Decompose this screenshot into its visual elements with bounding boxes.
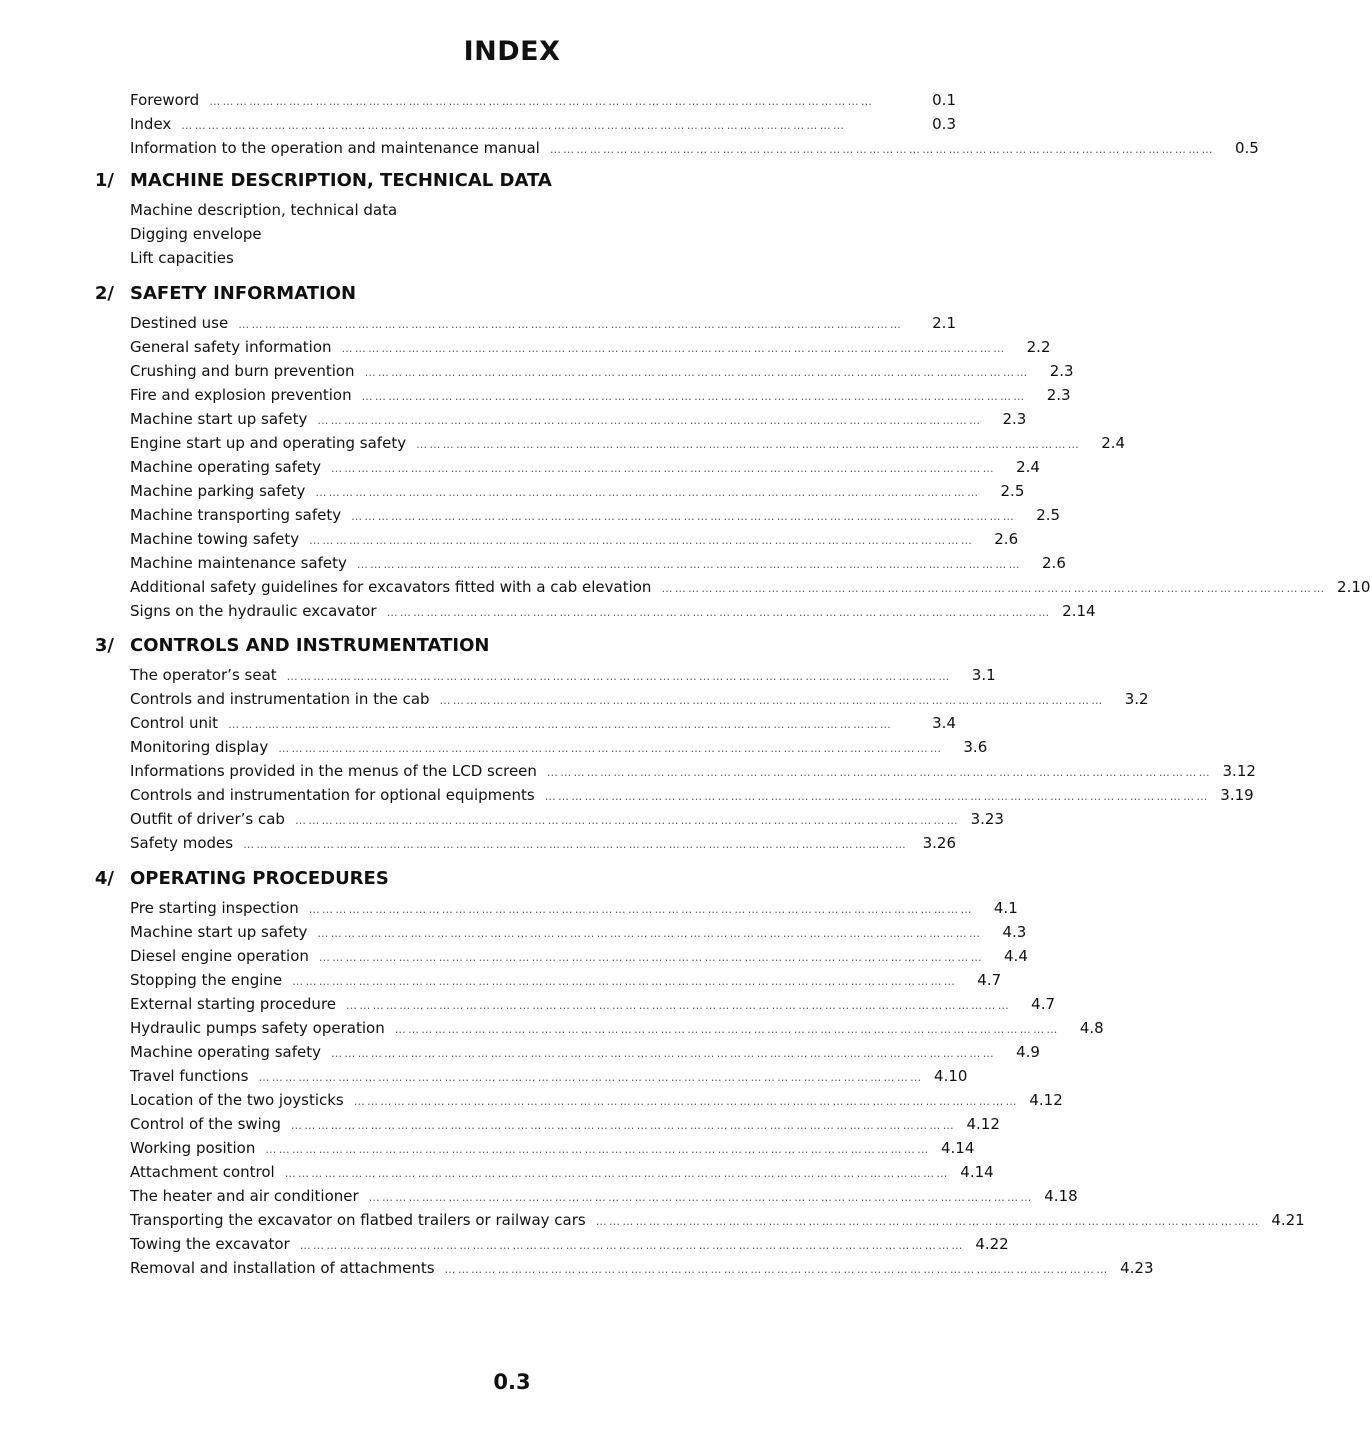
leader-dots: …………………………………………………………………………………………………………………………………… [416,438,1082,451]
toc-entry-label: Machine towing safety [130,530,300,548]
leader-dots: …………………………………………………………………………………………………………………………………… [549,143,1215,156]
toc-entry[interactable] [0,711,1024,735]
leader-dots: …………………………………………………………………………………………………………………………………… [341,342,1007,355]
section-title: OPERATING PROCEDURES [130,868,389,889]
leader-dots: …………………………………………………………………………………………………………………………………… [661,582,1327,595]
page-title: INDEX [463,36,561,67]
toc-entry-label: Machine start up safety [130,410,308,428]
section-number: 1/ [94,170,114,191]
leader-dots: …………………………………………………………………………………………………………………………………… [546,766,1212,779]
toc-entry-page: 3.2 [1124,690,1149,708]
toc-entry[interactable] [0,407,1027,431]
toc-entry[interactable] [0,1208,1305,1232]
leader-dots: …………………………………………………………………………………………………………………………………… [292,975,958,988]
toc-entry-page: 4.1 [993,899,1018,917]
toc-entry[interactable] [0,920,1027,944]
toc-entry-label: Fire and explosion prevention [130,386,352,404]
toc-subentry[interactable]: Lift capacities [130,249,234,267]
toc-entry[interactable] [0,1088,1063,1112]
toc-entry-page: 2.1 [932,314,956,332]
toc-entry[interactable] [0,1112,1024,1136]
toc-entry-label: Engine start up and operating safety [130,434,407,452]
toc-entry-label: Removal and installation of attachments [130,1259,435,1277]
toc-section [0,635,1256,855]
toc-entry-label: Machine transporting safety [130,506,342,524]
toc-entry-page: 4.9 [1016,1043,1040,1061]
section-heading[interactable] [0,283,1024,311]
toc-entry[interactable] [0,112,1024,136]
toc-entry-label: The operator’s seat [130,666,277,684]
toc-entry-page: 0.3 [932,115,956,133]
toc-entry-page: 2.3 [1046,386,1071,404]
toc-entry-page: 2.4 [1016,458,1040,476]
toc-entry-label: Index [130,115,172,133]
toc-entry-page: 2.2 [1026,338,1051,356]
toc-entry-label: Signs on the hydraulic excavator [130,602,377,620]
toc-entry-label: Controls and instrumentation for optional equipments [130,786,535,804]
leader-dots: …………………………………………………………………………………………………………………………………… [444,1263,1110,1276]
toc-entry-page: 2.4 [1101,434,1126,452]
toc-entry[interactable] [0,687,1149,711]
toc-entry-label: Control of the swing [130,1115,281,1133]
leader-dots: …………………………………………………………………………………………………………………………………… [330,1047,996,1060]
toc-entry[interactable] [0,759,1256,783]
toc-entry-page: 3.6 [963,738,988,756]
section-title: SAFETY INFORMATION [130,283,357,304]
toc-entry[interactable] [0,527,1024,551]
toc-section [0,868,1305,1280]
leader-dots: …………………………………………………………………………………………………………………………………… [368,1191,1034,1204]
toc-entry[interactable] [0,503,1061,527]
toc-entry-page: 4.4 [1004,947,1028,965]
toc-entry-label: Diesel engine operation [130,947,309,965]
leader-dots: …………………………………………………………………………………………………………………………………… [544,790,1210,803]
toc-entry-label: Travel functions [130,1067,249,1085]
toc-entry-page: 3.19 [1220,786,1254,804]
toc-entry[interactable] [0,335,1051,359]
leader-dots: …………………………………………………………………………………………………………………………………… [317,927,983,940]
toc-entry[interactable] [0,311,1024,335]
toc-entry-label: Foreword [130,91,200,109]
toc-entry[interactable] [0,1064,1024,1088]
toc-entry[interactable] [0,1184,1078,1208]
toc-entry[interactable] [0,944,1028,968]
toc-entry[interactable] [0,383,1071,407]
toc-entry-page: 0.5 [1234,139,1259,157]
toc-entry[interactable] [0,1232,1024,1256]
toc-entry[interactable] [0,599,1096,623]
toc-entry-page: 2.6 [1042,554,1066,572]
toc-subentry[interactable]: Digging envelope [130,225,262,243]
toc-entry-label: Destined use [130,314,229,332]
leader-dots: …………………………………………………………………………………………………………………………………… [351,510,1017,523]
toc-entry[interactable] [0,551,1066,575]
toc-entry-page: 2.14 [1062,602,1096,620]
toc-entry-page: 2.5 [1036,506,1061,524]
toc-entry-label: Stopping the engine [130,971,283,989]
section-number: 3/ [94,635,114,656]
toc-entry-label: Hydraulic pumps safety operation [130,1019,385,1037]
toc-entry-page: 4.12 [1029,1091,1063,1109]
toc-entry-page: 2.5 [1000,482,1025,500]
toc-entry-page: 4.10 [934,1067,968,1085]
toc-entry-page: 0.1 [932,91,956,109]
toc-entry-page: 4.14 [940,1139,975,1157]
leader-dots: …………………………………………………………………………………………………………………………………… [318,951,984,964]
leader-dots: …………………………………………………………………………………………………………………………………… [386,606,1052,619]
toc-entry-label: Control unit [130,714,219,732]
toc-entry[interactable] [0,831,1024,855]
leader-dots: …………………………………………………………………………………………………………………………………… [315,486,981,499]
leader-dots: …………………………………………………………………………………………………………………………………… [238,318,904,331]
toc-entry[interactable] [0,455,1040,479]
toc-entry[interactable] [0,735,1024,759]
leader-dots: …………………………………………………………………………………………………………………………………… [284,1167,950,1180]
toc-entry[interactable] [0,1256,1154,1280]
toc-entry-label: Attachment control [130,1163,275,1181]
toc-entry-page: 3.12 [1222,762,1256,780]
toc-entry-label: Crushing and burn prevention [130,362,355,380]
toc-entry-page: 2.6 [994,530,1019,548]
leader-dots: …………………………………………………………………………………………………………………………………… [317,414,983,427]
toc-entry-label: Safety modes [130,834,234,852]
section-heading[interactable] [0,868,1024,896]
leader-dots: …………………………………………………………………………………………………………………………………… [394,1023,1060,1036]
section-number: 2/ [94,283,114,304]
page-number: 0.3 [493,1370,531,1394]
leader-dots: …………………………………………………………………………………………………………………………………… [286,670,952,683]
toc-entry[interactable] [0,359,1074,383]
leader-dots: …………………………………………………………………………………………………………………………………… [265,1143,931,1156]
toc-entry-label: Outfit of driver’s cab [130,810,285,828]
toc-entry[interactable] [0,992,1056,1016]
toc-entry[interactable] [0,431,1126,455]
toc-entry[interactable] [0,88,1024,112]
toc-entry-page: 4.22 [975,1235,1009,1253]
toc-entry-page: 4.7 [1031,995,1056,1013]
toc-entry-page: 4.23 [1120,1259,1154,1277]
leader-dots: …………………………………………………………………………………………………………………………………… [439,694,1105,707]
leader-dots: …………………………………………………………………………………………………………………………………… [595,1215,1261,1228]
toc-entry[interactable] [0,1160,1024,1184]
toc-entry-label: Towing the excavator [130,1235,290,1253]
toc-entry-label: Additional safety guidelines for excavators fitted with a cab elevation [130,578,652,596]
leader-dots: …………………………………………………………………………………………………………………………………… [290,1119,956,1132]
toc-entry-page: 2.10 [1337,578,1370,596]
toc-entry-label: The heater and air conditioner [130,1187,359,1205]
toc-entry-label: Machine parking safety [130,482,306,500]
toc-entry[interactable] [0,1136,1024,1160]
leader-dots: …………………………………………………………………………………………………………………………………… [228,718,894,731]
toc-entry-label: Machine operating safety [130,458,321,476]
leader-dots: …………………………………………………………………………………………………………………………………… [209,95,875,108]
toc-entry-label: External starting procedure [130,995,337,1013]
leader-dots: …………………………………………………………………………………………………………………………………… [258,1071,924,1084]
toc-entry[interactable] [0,479,1024,503]
top-entries [0,88,1259,160]
leader-dots: …………………………………………………………………………………………………………………………………… [364,366,1030,379]
leader-dots: …………………………………………………………………………………………………………………………………… [308,903,974,916]
toc-entry-label: Location of the two joysticks [130,1091,344,1109]
toc-entry[interactable] [0,968,1024,992]
section-number: 4/ [94,868,114,889]
leader-dots: …………………………………………………………………………………………………………………………………… [356,558,1022,571]
toc-entry-page: 3.26 [922,834,956,852]
toc-entry-page: 4.14 [960,1163,994,1181]
toc-entry[interactable] [0,575,1370,599]
toc-entry-page: 3.1 [971,666,996,684]
section-heading[interactable] [0,170,1024,198]
leader-dots: …………………………………………………………………………………………………………………………………… [309,534,975,547]
toc-entry[interactable] [0,136,1259,160]
leader-dots: …………………………………………………………………………………………………………………………………… [181,119,847,132]
toc-entry[interactable] [0,1016,1104,1040]
leader-dots: …………………………………………………………………………………………………………………………………… [346,999,1012,1012]
toc-entry[interactable] [0,1040,1040,1064]
toc-entry-label: Pre starting inspection [130,899,299,917]
toc-entry[interactable] [0,807,1024,831]
leader-dots: …………………………………………………………………………………………………………………………………… [330,462,996,475]
leader-dots: …………………………………………………………………………………………………………………………………… [353,1095,1019,1108]
toc-entry-page: 3.23 [970,810,1004,828]
toc-entry-page: 4.3 [1002,923,1027,941]
toc-entry[interactable] [0,663,1024,687]
toc-entry-label: Transporting the excavator on flatbed trailers or railway cars [130,1211,586,1229]
toc-entry-label: Controls and instrumentation in the cab [130,690,430,708]
toc-entry-page: 4.18 [1044,1187,1078,1205]
section-heading[interactable] [0,635,1024,663]
toc-entry-label: Machine maintenance safety [130,554,347,572]
toc-entry-label: Information to the operation and maintenance manual [130,139,540,157]
leader-dots: …………………………………………………………………………………………………………………………………… [299,1239,965,1252]
leader-dots: …………………………………………………………………………………………………………………………………… [294,814,960,827]
leader-dots: …………………………………………………………………………………………………………………………………… [243,838,909,851]
toc-entry-page: 3.4 [932,714,956,732]
toc-entry[interactable] [0,783,1254,807]
toc-entry-page: 2.3 [1002,410,1027,428]
toc-entry-page: 2.3 [1049,362,1074,380]
section-title: MACHINE DESCRIPTION, TECHNICAL DATA [130,170,552,191]
toc-entry-page: 4.8 [1079,1019,1104,1037]
toc-entry-label: Working position [130,1139,256,1157]
toc-entry-label: Informations provided in the menus of the LCD screen [130,762,537,780]
toc-section [0,283,1370,623]
toc-entry-page: 4.7 [977,971,1002,989]
toc-entry-label: Machine operating safety [130,1043,321,1061]
toc-entry-label: General safety information [130,338,332,356]
toc-entry[interactable] [0,896,1024,920]
toc-entry-page: 4.12 [966,1115,1000,1133]
toc-subentry[interactable]: Machine description, technical data [130,201,398,219]
toc-entry-label: Machine start up safety [130,923,308,941]
leader-dots: …………………………………………………………………………………………………………………………………… [361,390,1027,403]
toc-section [0,170,1024,270]
toc-entry-page: 4.21 [1271,1211,1305,1229]
toc-entry-label: Monitoring display [130,738,269,756]
leader-dots: …………………………………………………………………………………………………………………………………… [278,742,944,755]
section-title: CONTROLS AND INSTRUMENTATION [130,635,490,656]
